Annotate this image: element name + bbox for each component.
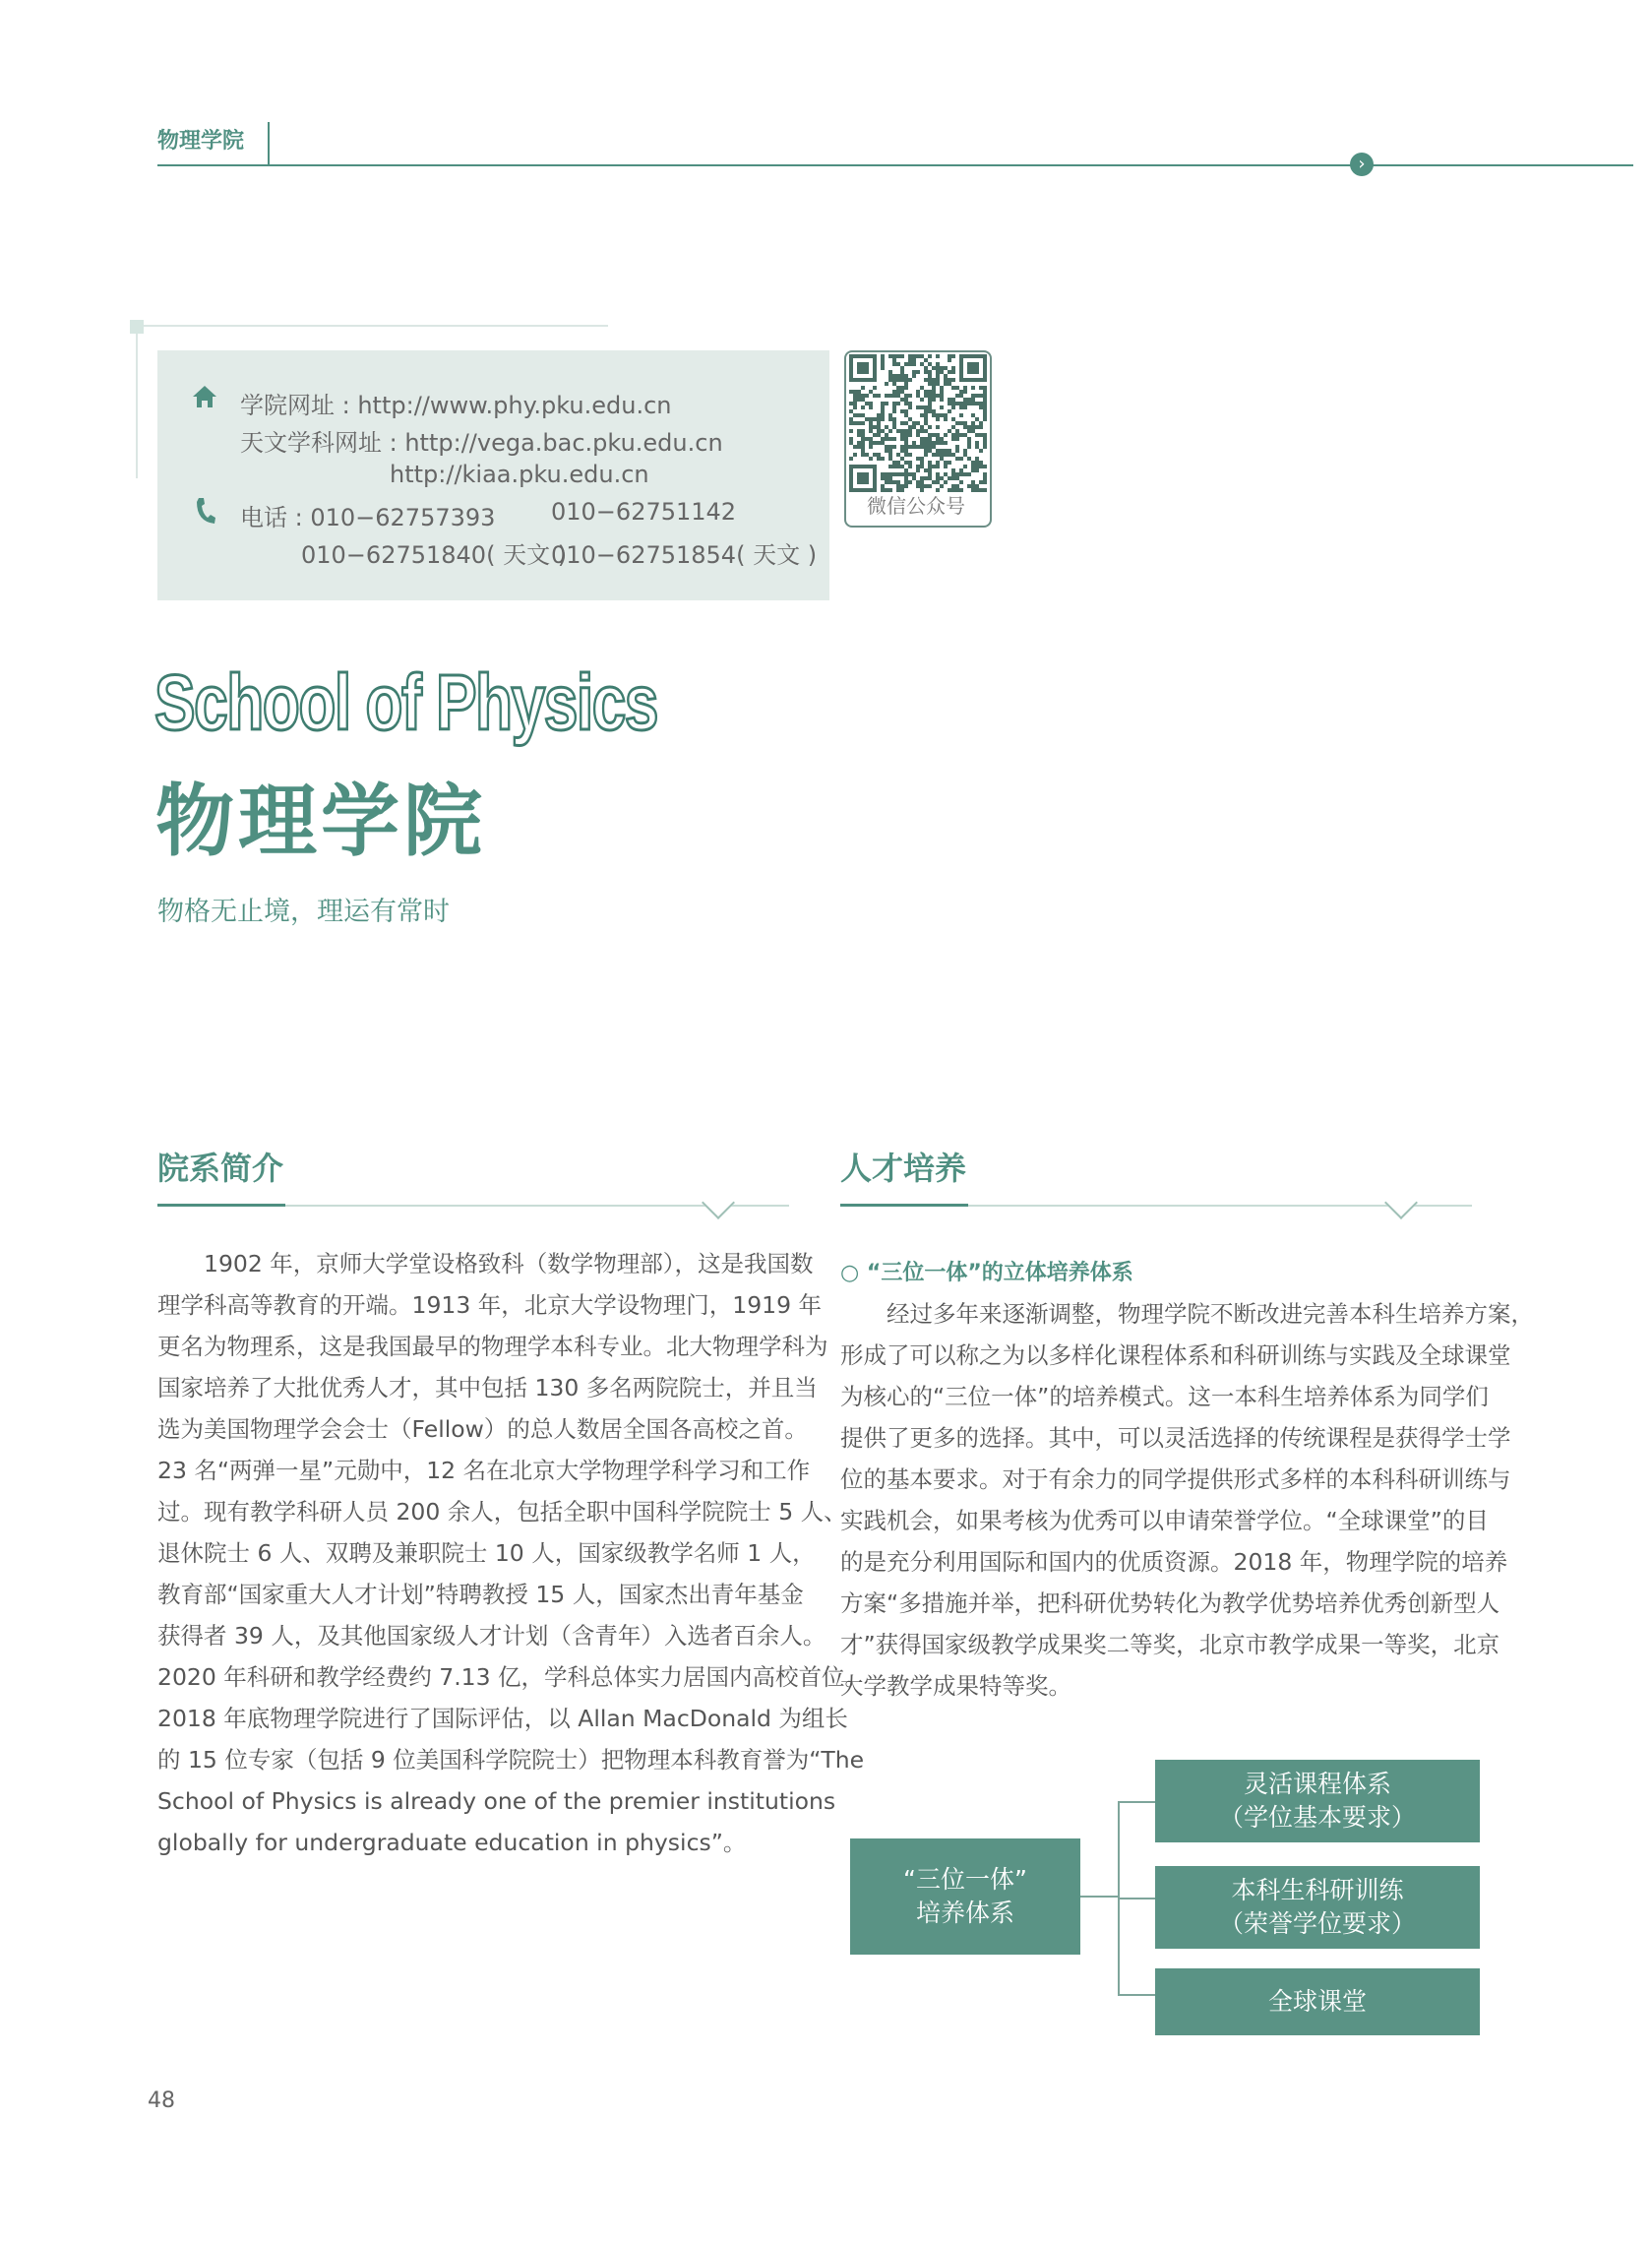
training-paragraph	[840, 1293, 1534, 1707]
website-text: 学院网址 : http://www.phy.pku.edu.cn	[240, 392, 672, 419]
training-line: 大学教学成果特等奖。	[840, 1672, 1071, 1700]
intro-line: 的 15 位专家（包括 9 位美国科学院院士）把物理本科教育誉为“The	[157, 1746, 865, 1774]
page-number: 48	[148, 2088, 175, 2113]
contact-info-box	[157, 350, 829, 600]
diagram-center-line1: “三位一体”	[903, 1865, 1027, 1894]
diagram-center-line2: 培养体系	[915, 1899, 1014, 1927]
intro-line: 理学科高等教育的开端。1913 年，北京大学设物理门，1919 年	[157, 1291, 823, 1319]
intro-line: 获得者 39 人，及其他国家级人才计划（含青年）入选者百余人。	[157, 1622, 826, 1650]
training-line: 方案“多措施并举，把科研优势转化为教学优势培养优秀创新型人	[840, 1589, 1500, 1617]
training-line: 实践机会，如果考核为优秀可以申请荣誉学位。“全球课堂”的目	[840, 1507, 1489, 1534]
intro-heading-notch	[702, 1186, 735, 1219]
header-divider	[268, 122, 270, 165]
diagram-box-global	[1155, 1968, 1480, 2035]
diagram-box1-line2: （学位基本要求）	[1218, 1803, 1416, 1832]
diagram-connector-3	[1118, 1994, 1155, 1996]
training-line: 形成了可以称之为以多样化课程体系和科研训练与实践及全球课堂	[840, 1341, 1511, 1369]
astro-site-text-2: http://kiaa.pku.edu.cn	[390, 461, 649, 488]
intro-heading-accent	[157, 1204, 285, 1207]
training-line: 的是充分利用国际和国内的优质资源。2018 年，物理学院的培养	[840, 1548, 1508, 1576]
slogan: 物格无止境，理运有常时	[157, 897, 450, 927]
intro-line: 1902 年，京师大学堂设格致科（数学物理部），这是我国数	[157, 1250, 814, 1277]
intro-line: globally for undergraduate education in physics”。	[157, 1829, 747, 1856]
english-title: School of Physics	[154, 658, 657, 746]
training-subheading: ○ “三位一体”的立体培养体系	[840, 1261, 1133, 1285]
header-section-label: 物理学院	[157, 129, 245, 154]
intro-line: 选为美国物理学会会士（Fellow）的总人数居全国各高校之首。	[157, 1415, 808, 1443]
diagram-connector	[1080, 1896, 1118, 1898]
training-line: 提供了更多的选择。其中，可以灵活选择的传统课程是获得学士学	[840, 1424, 1511, 1452]
qr-code-icon	[848, 354, 988, 492]
diagram-box2-line1: 本科生科研训练	[1231, 1876, 1404, 1904]
home-icon	[191, 384, 218, 416]
phone-icon	[193, 496, 216, 532]
qr-caption: 微信公众号	[867, 494, 965, 518]
phone-text-3: 010−62751840( 天文 )	[301, 541, 568, 569]
training-heading-accent	[840, 1204, 968, 1207]
info-decor-square	[130, 320, 144, 334]
header-rule	[157, 164, 1633, 166]
diagram-box3-label: 全球课堂	[1267, 1987, 1367, 2016]
phone-text-2: 010−62751142	[551, 498, 737, 526]
training-line: 位的基本要求。对于有余力的同学提供形式多样的本科科研训练与	[840, 1465, 1511, 1493]
intro-line: 过。现有教学科研人员 200 余人，包括全职中国科学院院士 5 人、	[157, 1498, 847, 1526]
diagram-connector-1	[1118, 1801, 1155, 1803]
training-line: 经过多年来逐渐调整，物理学院不断改进完善本科生培养方案，	[840, 1300, 1534, 1328]
intro-line: 23 名“两弹一星”元勋中，12 名在北京大学物理学科学习和工作	[157, 1457, 811, 1484]
training-heading: 人才培养	[840, 1150, 967, 1187]
diagram-box1-line1: 灵活课程体系	[1243, 1770, 1391, 1798]
phone-text-4: 010−62751854( 天文 )	[551, 541, 818, 569]
intro-line: 退休院士 6 人、双聘及兼职院士 10 人，国家级教学名师 1 人，	[157, 1539, 816, 1567]
training-line: 才”获得国家级教学成果奖二等奖，北京市教学成果一等奖，北京	[840, 1631, 1500, 1658]
diagram-box2-line2: （荣誉学位要求）	[1218, 1909, 1416, 1938]
intro-line: 教育部“国家重大人才计划”特聘教授 15 人，国家杰出青年基金	[157, 1581, 804, 1608]
diagram-box-research	[1155, 1866, 1480, 1949]
chinese-title: 物理学院	[155, 776, 486, 867]
chevron-right-icon[interactable]: ›	[1350, 153, 1374, 176]
training-heading-notch	[1384, 1186, 1418, 1219]
intro-line: 国家培养了大批优秀人才，其中包括 130 多名两院院士，并且当	[157, 1374, 818, 1401]
diagram-connector-2	[1118, 1898, 1155, 1899]
intro-line: 更名为物理系，这是我国最早的物理学本科专业。北大物理学科为	[157, 1333, 828, 1360]
phone-text-1: 电话 : 010−62757393	[240, 504, 496, 531]
training-line: 为核心的“三位一体”的培养模式。这一本科生培养体系为同学们	[840, 1383, 1489, 1410]
intro-line: 2020 年科研和教学经费约 7.13 亿，学科总体实力居国内高校首位。	[157, 1663, 869, 1691]
diagram-box-courses	[1155, 1760, 1480, 1842]
intro-paragraph	[157, 1243, 869, 1863]
intro-line: 2018 年底物理学院进行了国际评估，以 Allan MacDonald 为组长	[157, 1705, 848, 1732]
intro-heading: 院系简介	[157, 1150, 284, 1187]
astro-site-text: 天文学科网址 : http://vega.bac.pku.edu.cn	[240, 429, 723, 457]
diagram-center-box	[850, 1838, 1080, 1955]
intro-line: School of Physics is already one of the premier institutions	[157, 1787, 836, 1815]
